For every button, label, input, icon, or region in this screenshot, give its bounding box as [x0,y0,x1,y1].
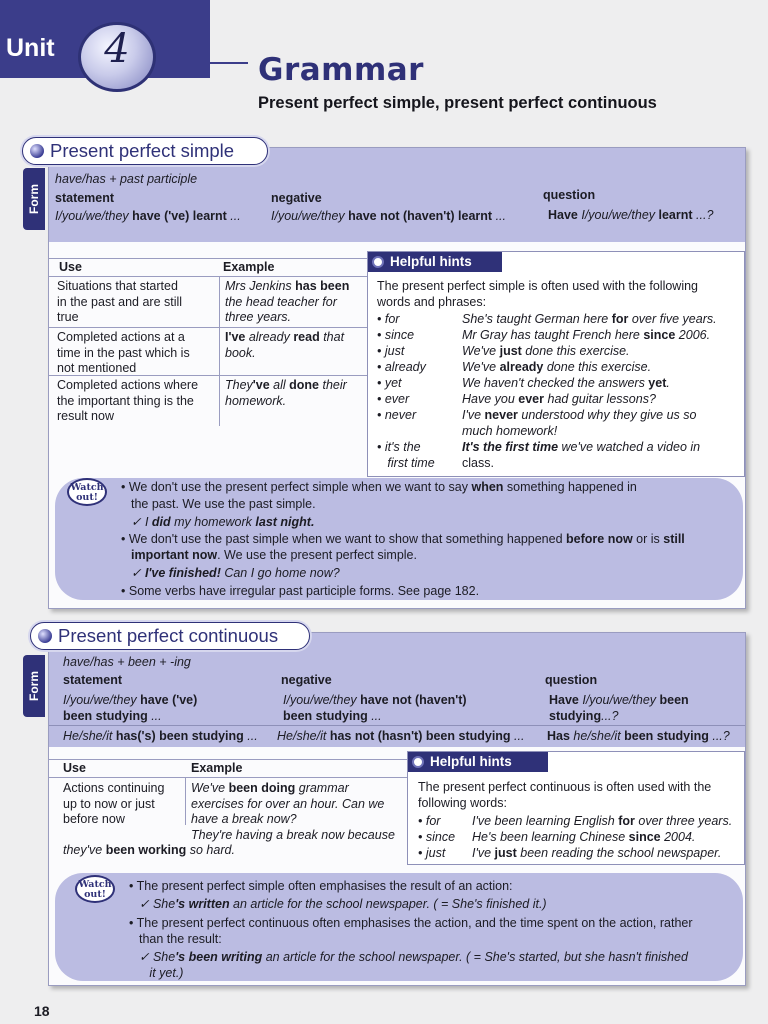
example-header: Example [191,761,243,775]
negative-example: I/you/we/they have not (haven't) learnt ... [271,209,507,223]
use-row-example-cont: they've been working so hard. [63,843,235,857]
form-tab [23,655,45,717]
section-title-present-perfect-continuous: Present perfect continuous [58,625,279,646]
watch-note-1: • The present perfect simple often emphasises the result of an action: [129,879,513,893]
statement-example: I/you/we/they have ('ve) learnt ... [55,209,241,223]
hint-example-since: Mr Gray has taught French here since 2006. [462,328,711,342]
form-tab [23,168,45,230]
watch-note-1-cont: the past. We use the past simple. [131,497,316,511]
use-row-2-label: Completed actions at a time in the past which is not mentioned [57,330,190,375]
negative-example-3rd: He/she/it has not (hasn't) been studying ... [277,729,525,743]
hint-word-ever: • ever [377,392,410,406]
watch-note-2-example: ✓ She's been writing an article for the school newspaper. ( = She's started, but she hasn't finished it yet.) [139,950,688,980]
page-subtitle: Present perfect simple, present perfect continuous [258,94,657,112]
check-icon: ✓ [131,515,145,529]
use-row-3-label: Completed actions where the important thing is the result now [57,378,199,423]
unit-number: 4 [104,26,130,72]
check-icon: ✓ [139,950,153,964]
use-table-header-rule [49,777,407,778]
hint-bullet-icon [412,756,424,768]
watch-out-badge: Watch out! [75,875,115,903]
col-statement: statement [55,191,115,205]
hint-example-for: She's taught German here for over five years. [462,312,717,326]
section-bullet-icon [30,144,44,158]
hint-bullet-icon [372,256,384,268]
form-row-rule [49,725,745,726]
col-question: question [543,188,596,202]
statement-example-3rd: He/she/it has('s) been studying ... [63,729,258,743]
hint-example-for: I've been learning English for over three years. [472,814,733,828]
question-example-3rd: Has he/she/it been studying ...? [547,729,730,743]
hints-intro: The present perfect continuous is often used with the following words: [418,780,712,810]
use-row-3-example: They've all done their homework. [225,378,347,408]
statement-example: I/you/we/they have ('ve) been studying ... [63,693,198,723]
watch-note-2: • We don't use the past simple when we want to show that something happened before now or is still [121,532,685,546]
watch-out-badge: Watch out! [67,478,107,506]
watch-note-1: • We don't use the present perfect simple when we want to say when something happened in [121,480,637,494]
hint-word-for: • for [377,312,400,326]
hint-word-already: • already [377,360,426,374]
helpful-hints-box [407,751,745,865]
hint-word-since: • since [418,830,456,844]
check-icon: ✓ [131,566,145,580]
question-example: Have I/you/we/they learnt ...? [548,208,714,222]
form-tab-label: Form [27,671,41,701]
hint-example-just: We've just done this exercise. [462,344,630,358]
col-negative: negative [281,673,332,687]
watch-note-2-cont: than the result: [139,932,222,946]
use-header: Use [59,260,82,274]
hints-intro: The present perfect simple is often used with the following words and phrases: [377,279,699,309]
use-row-2-example: I've already read that book. [225,330,345,360]
use-row-rule [49,375,367,376]
use-row-1-example: Mrs Jenkins has been the head teacher for three years. [225,279,350,324]
form-tab-label: Form [27,184,41,214]
use-row-example: We've been doing grammar exercises for over an hour. Can we have a break now? They're having a break now because [191,781,395,842]
section-bullet-icon [38,629,52,643]
use-header: Use [63,761,86,775]
page-number: 18 [34,1003,50,1019]
hint-example-first-time: It's the first time we've watched a video in class. [462,440,701,470]
helpful-hints-header: Helpful hints [408,752,548,772]
col-question: question [545,673,598,687]
watch-note-3: • Some verbs have irregular past participle forms. See page 182. [121,584,480,598]
use-table-top-rule [49,258,367,259]
use-row-rule [49,327,367,328]
hint-word-since: • since [377,328,415,342]
use-table-divider [219,276,220,426]
hint-example-already: We've already done this exercise. [462,360,652,374]
hint-example-since: He's been learning Chinese since 2004. [472,830,696,844]
use-table-divider [185,777,186,825]
example-header: Example [223,260,275,274]
question-example: Have I/you/we/they been studying...? [549,693,689,723]
header-rule [210,62,248,64]
use-row-1-label: Situations that started in the past and are still true [57,279,183,324]
use-row-label: Actions continuing up to now or just before now [63,781,165,826]
watch-note-2-example: ✓ I've finished! Can I go home now? [131,566,340,580]
hint-word-first-time: • it's the first time [377,440,435,470]
col-negative: negative [271,191,322,205]
check-icon: ✓ [139,897,153,911]
hint-word-never: • never [377,408,417,422]
watch-note-1-example: ✓ She's written an article for the school newspaper. ( = She's finished it.) [139,897,547,911]
col-statement: statement [63,673,123,687]
helpful-hints-header: Helpful hints [368,252,502,272]
section-title-present-perfect-simple: Present perfect simple [50,140,235,161]
hint-example-ever: Have you ever had guitar lessons? [462,392,656,406]
hint-word-just: • just [377,344,405,358]
hint-word-just: • just [418,846,446,860]
present-perfect-simple-panel [27,147,746,609]
hint-example-yet: We haven't checked the answers yet. [462,376,670,390]
hint-example-just: I've just been reading the school newspaper. [472,846,722,860]
use-table-top-rule [49,759,407,760]
present-perfect-continuous-panel [27,632,746,986]
watch-note-1-example: ✓ I did my homework last night. [131,515,315,529]
unit-label: Unit [6,34,55,62]
form-formula: have/has + past participle [55,172,198,186]
page-title: Grammar [258,52,424,88]
form-formula: have/has + been + -ing [63,655,191,669]
helpful-hints-box [367,251,745,477]
use-table-header-rule [49,276,367,277]
negative-example: I/you/we/they have not (haven't) been studying ... [283,693,467,723]
hint-word-yet: • yet [377,376,402,390]
hint-word-for: • for [418,814,441,828]
watch-note-2-cont: important now. We use the present perfect simple. [131,548,417,562]
hint-example-never: I've never understood why they give us so much homework! [462,408,697,438]
watch-note-2: • The present perfect continuous often emphasises the action, and the time spent on the action, rather [129,916,693,930]
